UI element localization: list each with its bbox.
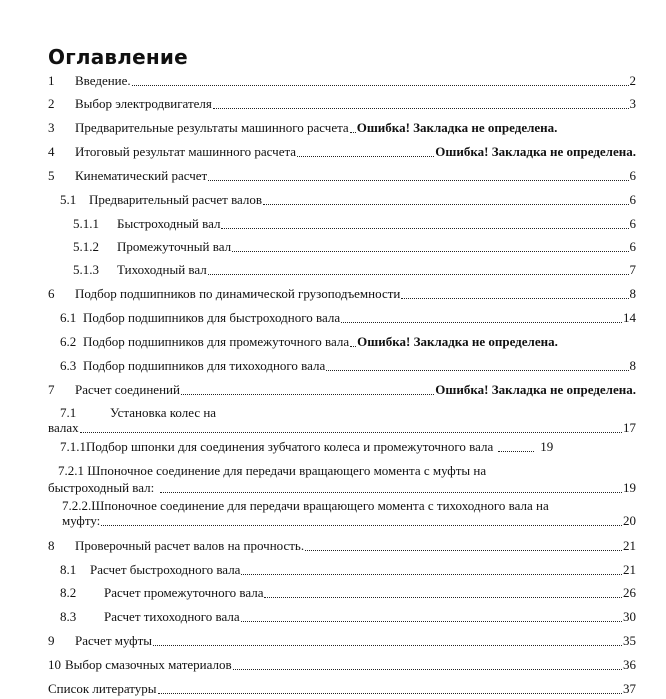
toc-entry[interactable] — [60, 561, 636, 579]
entry-page: 35 — [623, 633, 636, 648]
entry-text: Тихоходный вал — [117, 262, 207, 277]
entry-page: 26 — [623, 585, 636, 600]
toc-entry[interactable] — [48, 656, 636, 674]
dot-leader — [401, 298, 628, 299]
entry-number: 7 — [48, 382, 55, 397]
entry-text: Расчет муфты — [75, 633, 152, 648]
entry-text-continued: валах — [48, 420, 79, 435]
dot-leader — [160, 492, 622, 493]
dot-leader — [305, 550, 622, 551]
dot-leader — [208, 180, 628, 181]
entry-page: 8 — [629, 358, 636, 373]
toc-entry[interactable] — [48, 143, 636, 161]
entry-text: Подбор подшипников для промежуточного вала — [83, 334, 350, 349]
entry-number: 1 — [48, 73, 55, 88]
dot-leader — [263, 204, 628, 205]
dot-leader — [297, 156, 434, 157]
entry-page: 6 — [629, 192, 636, 207]
toc-entry-line2[interactable] — [62, 512, 636, 530]
dot-leader — [208, 274, 629, 275]
dot-leader — [158, 693, 623, 694]
dot-leader — [80, 432, 622, 433]
entry-page: 6 — [629, 168, 636, 183]
toc-entry[interactable] — [60, 608, 636, 626]
toc-entry[interactable] — [73, 215, 636, 233]
entry-page: 21 — [623, 562, 636, 577]
entry-number: 8.2 — [60, 585, 77, 600]
entry-text: Кинематический расчет — [75, 168, 208, 183]
toc-entry[interactable] — [60, 357, 636, 375]
dot-leader — [181, 394, 434, 395]
entry-page: 37 — [623, 681, 636, 696]
entry-page: 6 — [629, 216, 636, 231]
toc-entry[interactable] — [48, 285, 636, 303]
dot-leader — [350, 132, 356, 133]
entry-page: 19 — [540, 439, 554, 454]
toc-title: Оглавление — [48, 45, 188, 69]
toc-entry[interactable] — [73, 238, 636, 256]
dot-leader — [101, 525, 622, 526]
entry-page: 7 — [629, 262, 636, 277]
entry-number: 8.3 — [60, 609, 77, 624]
entry-page: 8 — [629, 286, 636, 301]
dot-leader — [153, 645, 622, 646]
entry-text: Шпоночное соединение для передачи вращающего момента с тихоходного вала на — [91, 498, 549, 513]
entry-text: Расчет промежуточного вала — [104, 585, 264, 600]
dot-leader — [232, 251, 628, 252]
entry-text: Введение. — [75, 73, 131, 88]
entry-text: Предварительные результаты машинного расчета — [75, 120, 349, 135]
toc-entry[interactable] — [48, 680, 636, 698]
entry-page: 36 — [623, 657, 636, 672]
toc-entry[interactable] — [48, 632, 636, 650]
toc-entry-line2[interactable] — [48, 479, 636, 497]
entry-number: 5.1.3 — [73, 262, 99, 277]
toc-entry-line1[interactable] — [58, 462, 486, 480]
entry-number: 8 — [48, 538, 55, 553]
entry-text: Подбор подшипников для тихоходного вала — [83, 358, 326, 373]
entry-number: 9 — [48, 633, 55, 648]
entry-page: 30 — [623, 609, 636, 624]
entry-text: Расчет тихоходного вала — [104, 609, 240, 624]
entry-page: 3 — [629, 96, 636, 111]
toc-entry[interactable] — [48, 119, 636, 137]
toc-entry[interactable] — [60, 333, 636, 351]
toc-entry[interactable] — [73, 261, 636, 279]
dot-leader — [221, 228, 628, 229]
entry-text: Итоговый результат машинного расчета — [75, 144, 297, 159]
entry-text: Установка колес на — [110, 405, 217, 420]
entry-text: Шпоночное соединение для передачи вращающего момента с муфты на — [87, 463, 487, 478]
entry-text: Подбор подшипников для быстроходного вала — [83, 310, 341, 325]
entry-page: 6 — [629, 239, 636, 254]
bookmark-error: Ошибка! Закладка не определена. — [356, 120, 558, 135]
toc-entry[interactable] — [48, 537, 636, 555]
entry-text: Расчет быстроходного вала — [90, 562, 241, 577]
toc-entry[interactable] — [60, 438, 636, 456]
entry-text: Подбор шпонки для соединения зубчатого колеса и промежуточного вала — [86, 439, 494, 454]
dot-leader — [233, 669, 622, 670]
entry-text: Проверочный расчет валов на прочность. — [75, 538, 305, 553]
entry-number: 5.1.2 — [73, 239, 99, 254]
entry-number: 7.1.1 — [60, 439, 86, 454]
entry-page: 17 — [623, 420, 636, 435]
bookmark-error: Ошибка! Закладка не определена. — [435, 382, 636, 397]
dot-leader — [241, 621, 622, 622]
toc-entry[interactable] — [48, 381, 636, 399]
entry-number: 10 — [48, 657, 61, 672]
dot-leader — [350, 346, 356, 347]
dot-leader — [341, 322, 622, 323]
entry-number: 7.2.2. — [62, 498, 92, 513]
entry-page: 2 — [629, 73, 636, 88]
entry-number: 7.2.1 — [58, 463, 84, 478]
entry-text: Выбор электродвигателя — [75, 96, 212, 111]
entry-page: 14 — [623, 310, 636, 325]
dot-leader — [132, 85, 629, 86]
entry-text: Подбор подшипников по динамической грузоподъемности — [75, 286, 401, 301]
entry-text: Расчет соединений — [75, 382, 180, 397]
entry-text: Быстроходный вал — [117, 216, 221, 231]
entry-number: 6.2 — [60, 334, 77, 349]
entry-number: 5.1.1 — [73, 216, 99, 231]
toc-entry[interactable] — [60, 584, 636, 602]
entry-number: 2 — [48, 96, 55, 111]
toc-entry[interactable] — [48, 95, 636, 113]
entry-number: 3 — [48, 120, 55, 135]
toc-entry[interactable] — [60, 191, 636, 209]
entry-number: 5.1 — [60, 192, 77, 207]
toc-entry-line2[interactable] — [48, 419, 636, 437]
entry-number: 6 — [48, 286, 55, 301]
entry-number: 5 — [48, 168, 55, 183]
entry-text-continued: быстроходный вал: — [48, 480, 155, 495]
dot-leader — [498, 451, 534, 452]
dot-leader — [213, 108, 629, 109]
entry-page: 19 — [623, 480, 636, 495]
toc-entry[interactable] — [48, 72, 636, 90]
dot-leader — [326, 370, 628, 371]
toc-entry[interactable] — [60, 309, 636, 327]
entry-page: 21 — [623, 538, 636, 553]
entry-text: Промежуточный вал — [117, 239, 232, 254]
bookmark-error: Ошибка! Закладка не определена. — [435, 144, 636, 159]
entry-number: 8.1 — [60, 562, 77, 577]
dot-leader — [241, 574, 622, 575]
entry-text-continued: муфту: — [62, 513, 101, 528]
entry-number: 6.1 — [60, 310, 77, 325]
dot-leader — [264, 597, 622, 598]
entry-page: 20 — [623, 513, 636, 528]
entry-number: 6.3 — [60, 358, 77, 373]
entry-text: Список литературы — [48, 681, 157, 696]
toc-entry[interactable] — [48, 167, 636, 185]
entry-text: Выбор смазочных материалов — [65, 657, 232, 672]
entry-text: Предварительный расчет валов — [89, 192, 263, 207]
entry-number: 7.1 — [60, 405, 77, 420]
entry-number: 4 — [48, 144, 55, 159]
bookmark-error: Ошибка! Закладка не определена. — [357, 334, 558, 349]
